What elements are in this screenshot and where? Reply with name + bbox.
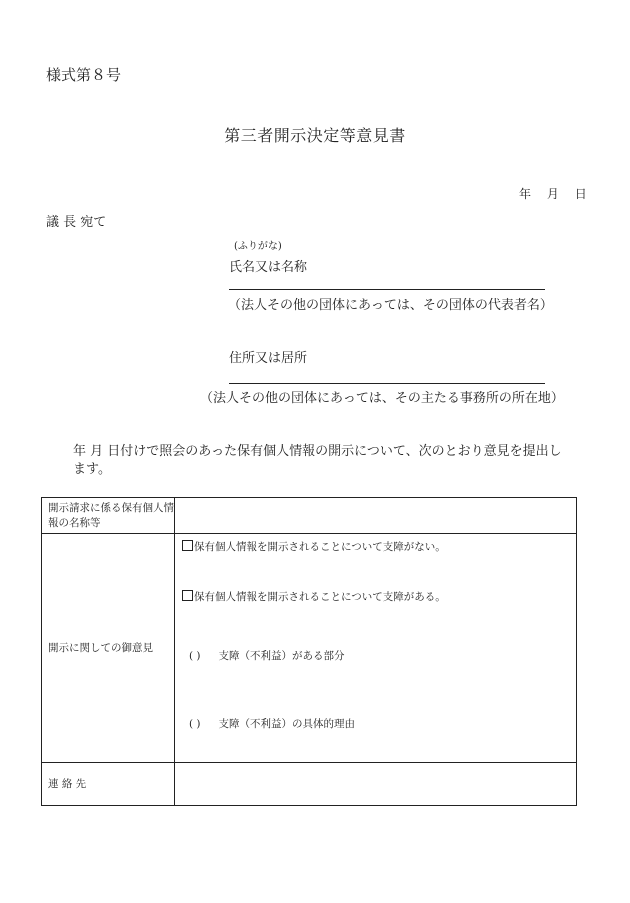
name-field[interactable] bbox=[229, 289, 545, 290]
paren-mark[interactable]: ( ) bbox=[189, 718, 201, 730]
table-row-opinion bbox=[42, 534, 577, 763]
sub-item-part-text: 支障（不利益）がある部分 bbox=[218, 650, 345, 662]
paren-mark[interactable]: ( ) bbox=[189, 650, 201, 662]
option-issue-text: 保有個人情報を開示されることについて支障がある。 bbox=[194, 591, 446, 603]
address-note: （法人その他の団体にあっては、その主たる事務所の所在地） bbox=[200, 391, 564, 406]
opinion-table bbox=[41, 497, 577, 806]
date-month[interactable]: 月 bbox=[546, 187, 559, 201]
name-note: （法人その他の団体にあっては、その団体の代表者名） bbox=[228, 298, 553, 313]
sub-item-part[interactable] bbox=[189, 648, 345, 663]
furigana-label: (ふりがな) bbox=[234, 241, 282, 252]
option-no-issue[interactable] bbox=[182, 539, 446, 554]
date-year[interactable]: 年 bbox=[519, 187, 532, 201]
info-name-field[interactable] bbox=[175, 498, 577, 534]
statement-line-1: 年 月 日付けで照会のあった保有個人情報の開示について、次のとおり意見を提出し bbox=[73, 444, 562, 459]
checkbox-icon[interactable] bbox=[182, 590, 193, 601]
date-line bbox=[519, 185, 587, 202]
address-field[interactable] bbox=[229, 383, 545, 384]
table-row-info-name bbox=[42, 498, 577, 534]
date-day[interactable]: 日 bbox=[574, 187, 587, 201]
address-label: 住所又は居所 bbox=[229, 351, 308, 366]
option-issue[interactable] bbox=[182, 589, 446, 604]
addressee: 議 長 宛て bbox=[46, 215, 107, 230]
opinion-cell bbox=[175, 534, 577, 763]
checkbox-icon[interactable] bbox=[182, 540, 193, 551]
form-number: 様式第８号 bbox=[46, 66, 122, 84]
statement-line-2: ます。 bbox=[73, 462, 111, 477]
opinion-label: 開示に関しての御意見 bbox=[42, 534, 175, 763]
table-row-contact bbox=[42, 763, 577, 806]
contact-field[interactable] bbox=[175, 763, 577, 806]
sub-item-reason-text: 支障（不利益）の具体的理由 bbox=[218, 718, 356, 730]
sub-item-reason[interactable] bbox=[189, 716, 355, 731]
name-label: 氏名又は名称 bbox=[229, 260, 308, 275]
statement-text bbox=[46, 443, 586, 479]
info-name-label: 開示請求に係る保有個人情報の名称等 bbox=[42, 498, 175, 534]
contact-label: 連 絡 先 bbox=[42, 763, 175, 806]
option-no-issue-text: 保有個人情報を開示されることについて支障がない。 bbox=[194, 541, 446, 553]
document-title: 第三者開示決定等意見書 bbox=[224, 126, 406, 145]
